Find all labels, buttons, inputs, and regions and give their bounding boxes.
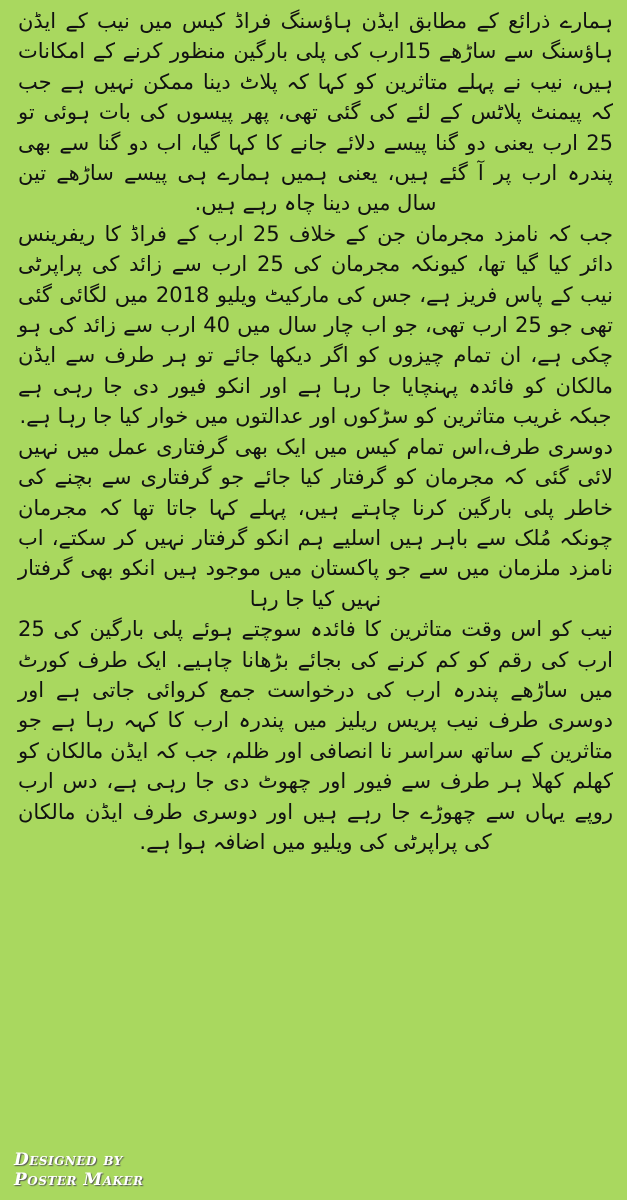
paragraph-4: نیب کو اس وقت متاثرین کا فائدہ سوچتے ہوئے پلی بارگین کی 25 ارب کی رقم کو کم کرنے کی بجائے بڑھانا چاہیے. ایک طرف کورٹ میں ساڑھے پندرہ ارب کی درخواست جمع کروائی جاتی ہے اور دوسری طرف نیب پریس ریلیز میں پندرہ ارب کا کہہ رہا ہے جو متاثرین کے ساتھ سراسر نا انصافی اور ظلم، جب کہ ایڈن مالکان کو کھلم کھلا ہر طرف سے فیور اور چھوٹ دی جا رہی ہے، دس ارب روپے یہاں سے چھوڑے جا رہے ہیں اور دوسری طرف ایڈن مالکان کی پراپرٹی کی ویلیو میں اضافہ ہوا ہے. — [18, 617, 613, 854]
designer-credit — [14, 1150, 144, 1190]
credit-line-1: Designed by — [14, 1150, 123, 1170]
paragraph-1: ہمارے ذرائع کے مطابق ایڈن ہاؤسنگ فراڈ کیس میں نیب کے ایڈن ہاؤسنگ سے ساڑھے 15ارب کی پلی بارگین منظور کرنے کے امکانات ہیں، نیب نے پہلے متاثرین کو کہا کہ پلاٹ دینا ممکن نہیں ہے جب کہ پیمنٹ پلاٹس کے لئے کی گئی تھی، پھر پیسوں کی بات ہوئی تو 25 ارب یعنی دو گنا پیسے دلائے جانے کا کہا گیا، اب دو گنا سے بھی پندرہ ارب پر آ گئے ہیں، یعنی ہمیں ہمارے ہی پیسے ساڑھے تین سال میں دینا چاہ رہے ہیں. — [18, 9, 613, 216]
paragraph-2: جب کہ نامزد مجرمان جن کے خلاف 25 ارب کے فراڈ کا ریفرینس دائر کیا گیا تھا، کیونکہ مجرمان کی 25 ارب سے زائد کی پراپرٹی نیب کے پاس فریز ہے، جس کی مارکیٹ ویلیو 2018 میں لگائی گئی تھی جو 25 ارب تھی، جو اب چار سال میں 40 ارب سے زائد کی ہو چکی ہے، ان تمام چیزوں کو اگر دیکھا جائے تو ہر طرف سے ایڈن مالکان کو فائدہ پہنچایا جا رہا ہے اور انکو فیور دی جا رہی ہے جبکہ غریب متاثرین کو سڑکوں اور عدالتوں میں خوار کیا جا رہا ہے. — [18, 221, 613, 429]
credit-line-2: Poster Maker — [14, 1170, 144, 1190]
urdu-text-block — [18, 6, 613, 857]
paragraph-3: دوسری طرف،اس تمام کیس میں ایک بھی گرفتاری عمل میں نہیں لائی گئی کہ مجرمان کو گرفتار کیا جائے جو گرفتاری سے بچنے کی خاطر پلی بارگین کرنا چاہتے ہیں، پہلے کہا جاتا تھا کہ مجرمان چونکہ مُلک سے باہر ہیں اسلیے ہم انکو گرفتار نہیں کر سکتے، اب نامزد ملزمان میں سے جو پاکستان میں موجود ہیں انکو بھی گرفتار نہیں کیا جا رہا — [18, 434, 613, 611]
